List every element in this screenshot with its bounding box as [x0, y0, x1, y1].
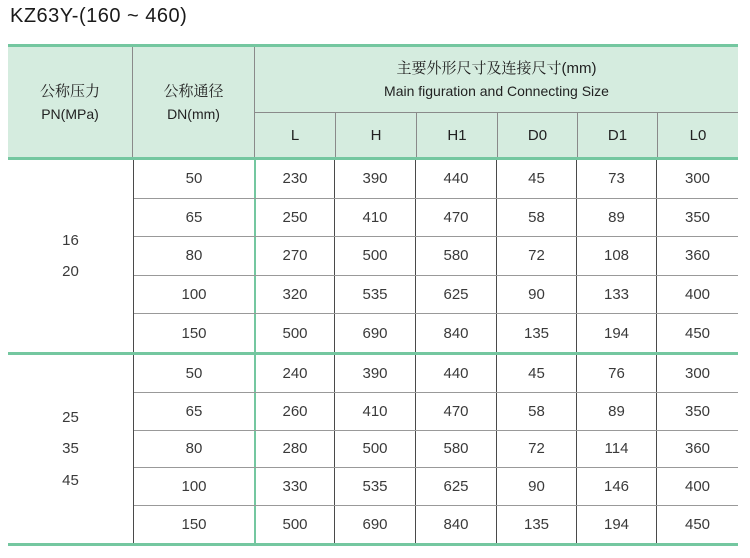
cell-d1: 89	[576, 393, 656, 430]
header-dimensions-group	[255, 47, 738, 157]
group-2-rows	[133, 355, 738, 543]
cell-l: 330	[282, 478, 308, 496]
cell-d1: 194	[576, 314, 656, 352]
cell-dn: 150	[134, 314, 256, 352]
header-subcol-L0: L0	[657, 113, 738, 157]
cell-d0: 72	[496, 431, 576, 468]
pn-value: 35	[62, 440, 79, 458]
cell-l: 270	[282, 247, 308, 265]
table-row	[134, 467, 738, 505]
cell-l: 250	[282, 208, 308, 226]
table-row	[134, 505, 738, 543]
cell-h1: 440	[415, 355, 496, 392]
header-dimensions-title-zh: 主要外形尺寸及连接尺寸(mm)	[396, 60, 597, 77]
cell-h1: 840	[415, 314, 496, 352]
cell-l0: 450	[656, 314, 738, 352]
pn-value: 25	[62, 408, 79, 426]
cell-dn: 50	[134, 160, 256, 198]
cell-d0: 135	[496, 314, 576, 352]
cell-h: 500	[334, 431, 415, 468]
dimension-spec-table	[8, 44, 738, 546]
cell-h: 390	[334, 355, 415, 392]
cell-d0: 72	[496, 237, 576, 275]
page-title: KZ63Y-(160 ~ 460)	[10, 5, 188, 27]
cell-h: 410	[334, 199, 415, 237]
cell-dn: 50	[134, 355, 256, 392]
cell-dn: 65	[134, 199, 256, 237]
header-dimensions-title-en: Main figuration and Connecting Size	[384, 83, 609, 99]
pn-value: 16	[62, 231, 79, 249]
cell-d1: 146	[576, 468, 656, 505]
cell-l0: 360	[656, 237, 738, 275]
cell-l: 240	[282, 364, 308, 382]
cell-h: 535	[334, 276, 415, 314]
cell-l0: 350	[656, 393, 738, 430]
cell-d0: 135	[496, 506, 576, 543]
pressure-group-16-20	[8, 160, 738, 355]
table-header	[8, 44, 738, 160]
table-row	[134, 355, 738, 392]
header-nominal-diameter-zh: 公称通径	[163, 82, 224, 100]
cell-h1: 580	[415, 431, 496, 468]
cell-dn: 80	[134, 431, 256, 468]
cell-d0: 45	[496, 160, 576, 198]
table-row	[134, 236, 738, 275]
pn-value: 45	[62, 471, 79, 489]
header-subcol-L: L	[290, 126, 300, 144]
header-subcol-H1: H1	[416, 113, 497, 157]
cell-d1: 108	[576, 237, 656, 275]
cell-d1: 133	[576, 276, 656, 314]
table-row	[134, 313, 738, 352]
pn-values-group-2	[8, 355, 133, 543]
cell-dn: 80	[134, 237, 256, 275]
cell-h1: 580	[415, 237, 496, 275]
cell-d0: 45	[496, 355, 576, 392]
cell-d1: 194	[576, 506, 656, 543]
table-row	[134, 198, 738, 237]
cell-h1: 625	[415, 468, 496, 505]
cell-l0: 350	[656, 199, 738, 237]
header-subcol-D0: D0	[497, 113, 577, 157]
cell-h1: 625	[415, 276, 496, 314]
cell-h: 500	[334, 237, 415, 275]
header-subcol-H: H	[335, 113, 416, 157]
cell-h1: 470	[415, 199, 496, 237]
table-row	[134, 392, 738, 430]
cell-d1: 76	[576, 355, 656, 392]
cell-h1: 840	[415, 506, 496, 543]
pressure-group-25-35-45	[8, 355, 738, 546]
cell-h: 690	[334, 314, 415, 352]
cell-h: 535	[334, 468, 415, 505]
group-1-rows	[133, 160, 738, 352]
cell-h1: 470	[415, 393, 496, 430]
cell-h1: 440	[415, 160, 496, 198]
table-row	[134, 160, 738, 198]
cell-d0: 90	[496, 276, 576, 314]
cell-dn: 100	[134, 276, 256, 314]
cell-h: 390	[334, 160, 415, 198]
cell-l0: 450	[656, 506, 738, 543]
cell-l: 500	[282, 324, 308, 342]
header-subcolumns-row	[255, 113, 738, 157]
cell-l: 500	[282, 516, 308, 534]
cell-d1: 114	[576, 431, 656, 468]
cell-l0: 400	[656, 276, 738, 314]
cell-l: 280	[282, 440, 308, 458]
cell-l0: 360	[656, 431, 738, 468]
header-subcol-D1: D1	[577, 113, 657, 157]
cell-h: 410	[334, 393, 415, 430]
cell-l0: 300	[656, 160, 738, 198]
header-nominal-diameter	[133, 47, 255, 157]
cell-l0: 400	[656, 468, 738, 505]
header-nominal-pressure-zh: 公称压力	[39, 82, 100, 100]
cell-dn: 65	[134, 393, 256, 430]
cell-dn: 100	[134, 468, 256, 505]
cell-d0: 58	[496, 199, 576, 237]
cell-dn: 150	[134, 506, 256, 543]
header-dimensions-title	[255, 47, 738, 113]
cell-d1: 73	[576, 160, 656, 198]
cell-l0: 300	[656, 355, 738, 392]
header-nominal-diameter-en: DN(mm)	[167, 105, 220, 122]
cell-h: 690	[334, 506, 415, 543]
cell-l: 230	[282, 170, 308, 188]
cell-l: 260	[282, 402, 308, 420]
table-row	[134, 275, 738, 314]
cell-d0: 90	[496, 468, 576, 505]
header-nominal-pressure	[8, 47, 133, 157]
cell-d0: 58	[496, 393, 576, 430]
pn-values-group-1	[8, 160, 133, 352]
cell-d1: 89	[576, 199, 656, 237]
header-nominal-pressure-en: PN(MPa)	[41, 105, 99, 122]
cell-l: 320	[282, 286, 308, 304]
table-row	[134, 430, 738, 468]
pn-value: 20	[62, 263, 79, 280]
